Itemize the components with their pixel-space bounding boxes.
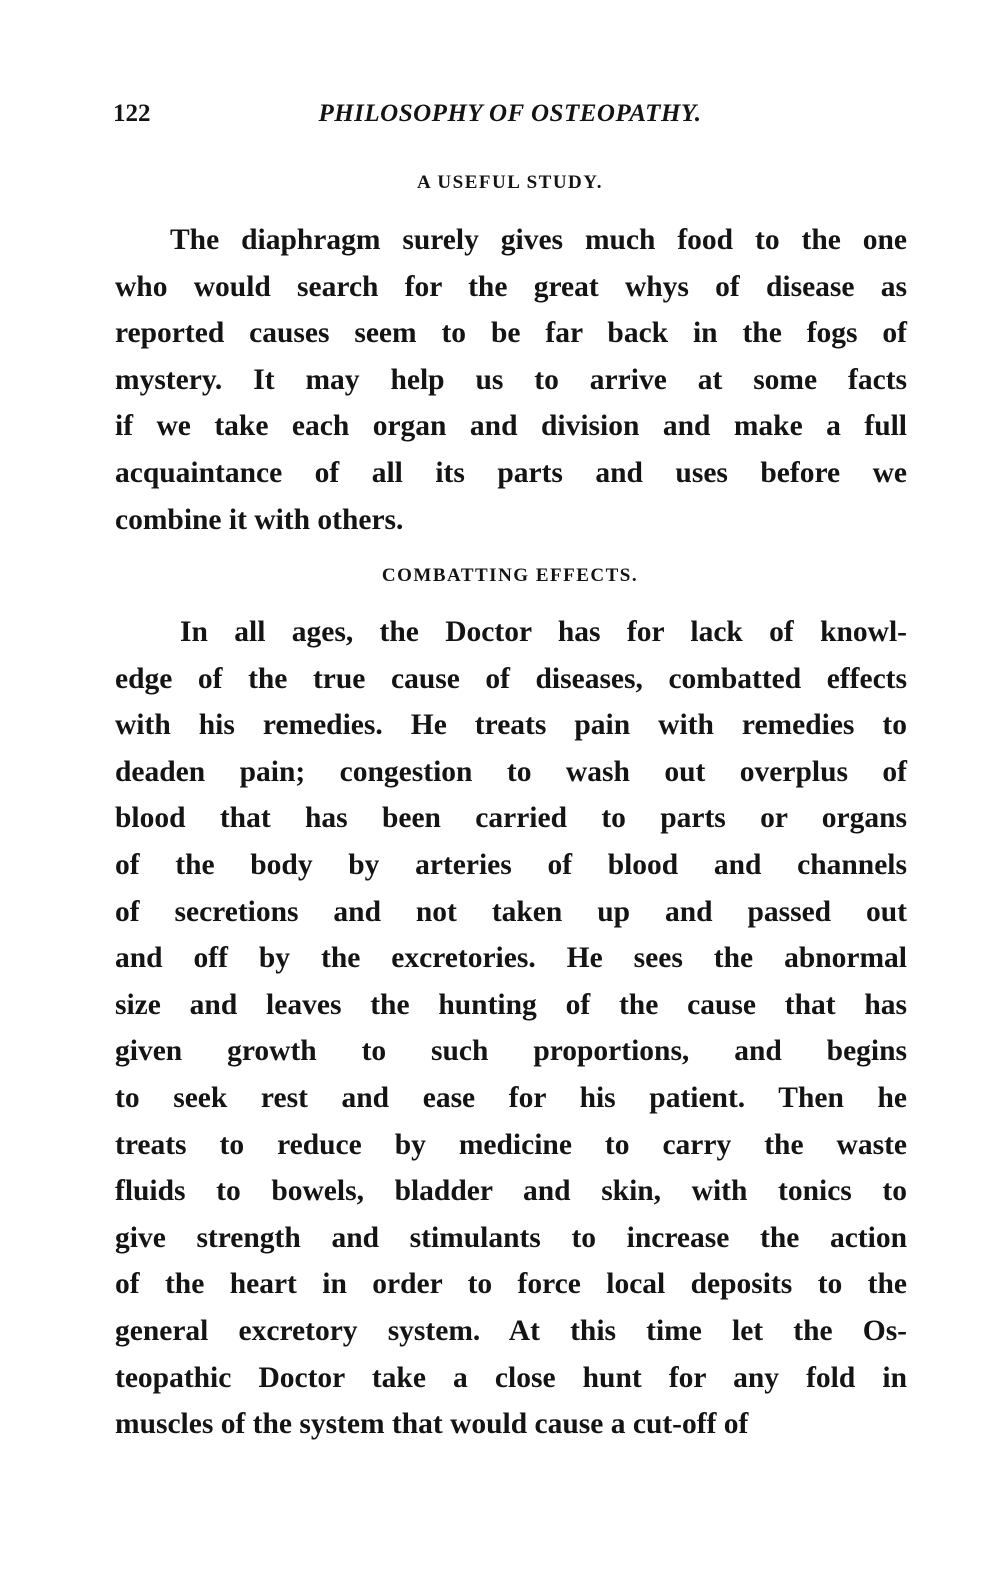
text-line: of the heart in order to force local deposits to the (115, 1268, 907, 1301)
text-line: and off by the excretories. He sees the abnormal (115, 942, 907, 975)
page-number: 122 (113, 100, 151, 127)
section-heading: A USEFUL STUDY. (417, 172, 603, 193)
text-line: who would search for the great whys of disease as (115, 270, 907, 303)
text-line: muscles of the system that would cause a cut-off of (115, 1408, 749, 1441)
text-line: of the body by arteries of blood and channels (115, 849, 907, 881)
section-heading: COMBATTING EFFECTS. (381, 565, 639, 586)
text-line: treats to reduce by medicine to carry the waste (115, 1128, 907, 1161)
text-line: acquaintance of all its parts and uses before we (115, 457, 907, 489)
text-line: general excretory system. At this time let the Os- (115, 1315, 907, 1347)
text-line: teopathic Doctor take a close hunt for any fold in (115, 1361, 907, 1394)
running-title: PHILOSOPHY OF OSTEOPATHY. (318, 100, 702, 127)
text-line: give strength and stimulants to increase the action (115, 1221, 907, 1254)
text-line: The diaphragm surely gives much food to the one (170, 224, 907, 256)
text-line: with his remedies. He treats pain with remedies to (115, 709, 907, 742)
text-line: to seek rest and ease for his patient. Then he (115, 1082, 907, 1114)
text-line: deaden pain; congestion to wash out overplus of (115, 755, 907, 788)
text-line: size and leaves the hunting of the cause that has (115, 988, 907, 1021)
text-line: reported causes seem to be far back in the fogs of (115, 317, 907, 350)
text-line: given growth to such proportions, and begins (115, 1035, 907, 1068)
text-line: In all ages, the Doctor has for lack of knowl- (180, 616, 907, 648)
text-line: combine it with others. (115, 503, 404, 536)
text-line: fluids to bowels, bladder and skin, with tonics to (115, 1175, 907, 1208)
text-line: of secretions and not taken up and passed out (115, 895, 907, 928)
text-line: if we take each organ and division and make a full (115, 410, 907, 443)
text-line: edge of the true cause of diseases, combatted effects (115, 662, 907, 695)
text-line: mystery. It may help us to arrive at some facts (115, 363, 907, 396)
text-line: blood that has been carried to parts or organs (115, 802, 907, 835)
